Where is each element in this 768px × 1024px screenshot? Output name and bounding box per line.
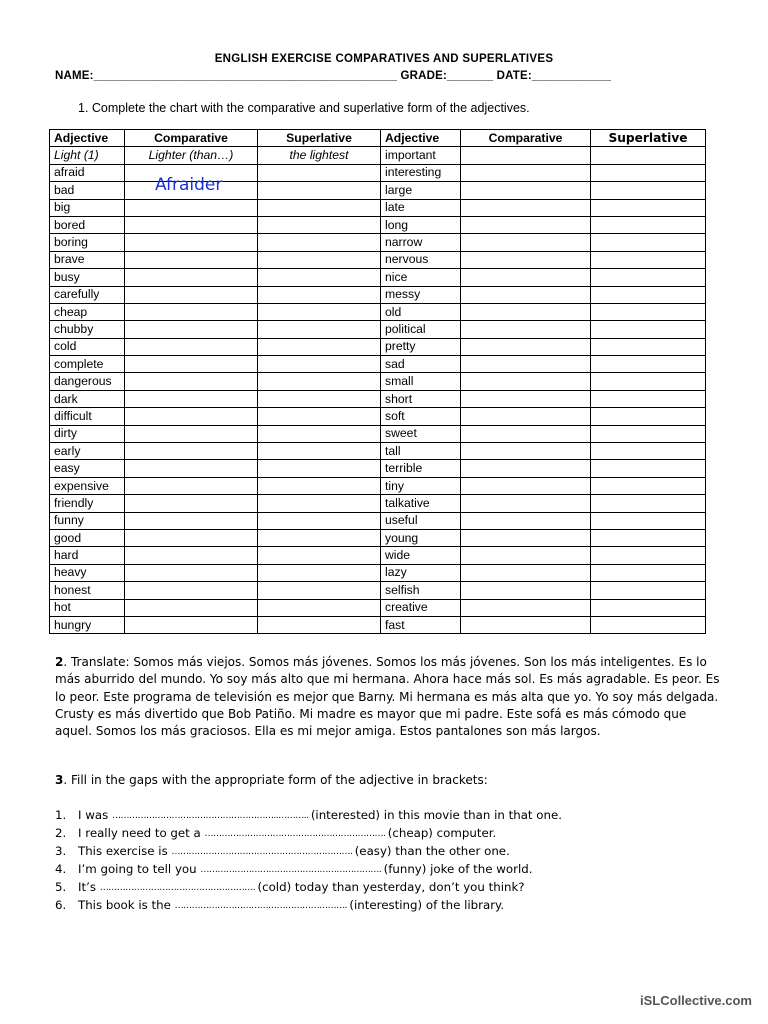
comparative-answer-cell-right[interactable] bbox=[461, 390, 591, 407]
adjective-cell: early bbox=[50, 443, 125, 460]
superlative-answer-cell[interactable] bbox=[258, 216, 381, 233]
chart-row bbox=[50, 234, 706, 251]
comparative-answer-cell-right[interactable] bbox=[461, 216, 591, 233]
superlative-answer-cell-right[interactable] bbox=[591, 582, 706, 599]
adjective-cell-right: lazy bbox=[381, 564, 461, 581]
comparative-answer-cell[interactable] bbox=[125, 390, 258, 407]
adjective-cell-right: old bbox=[381, 303, 461, 320]
adjective-cell-right: wide bbox=[381, 547, 461, 564]
gap-fill-item bbox=[55, 843, 562, 861]
superlative-answer-cell[interactable] bbox=[258, 356, 381, 373]
comparative-answer-cell[interactable] bbox=[125, 529, 258, 546]
chart-row bbox=[50, 251, 706, 268]
header-comparative-2: Comparative bbox=[461, 130, 591, 147]
superlative-answer-cell-right[interactable] bbox=[591, 390, 706, 407]
chart-row bbox=[50, 269, 706, 286]
superlative-answer-cell-right[interactable] bbox=[591, 495, 706, 512]
superlative-answer-cell-right[interactable] bbox=[591, 182, 706, 199]
gap-blank[interactable]: ………………………………………………………. bbox=[204, 829, 388, 840]
name-grade-date-line[interactable]: NAME:______________________________________________ GRADE:_______ DATE:____________ bbox=[55, 70, 612, 82]
superlative-answer-cell[interactable] bbox=[258, 390, 381, 407]
superlative-answer-cell[interactable] bbox=[258, 425, 381, 442]
chart-row bbox=[50, 425, 706, 442]
adjective-cell: friendly bbox=[50, 495, 125, 512]
chart-row bbox=[50, 303, 706, 320]
comparative-answer-cell-right[interactable] bbox=[461, 529, 591, 546]
comparative-answer-cell-right[interactable] bbox=[461, 495, 591, 512]
superlative-answer-cell-right[interactable] bbox=[591, 460, 706, 477]
superlative-answer-cell[interactable] bbox=[258, 199, 381, 216]
exercise3-list bbox=[55, 807, 562, 916]
adjective-cell-right: fast bbox=[381, 616, 461, 633]
comparative-answer-cell[interactable] bbox=[125, 356, 258, 373]
chart-row bbox=[50, 164, 706, 181]
adjective-cell-right: late bbox=[381, 199, 461, 216]
chart-row bbox=[50, 373, 706, 390]
adjective-cell: hard bbox=[50, 547, 125, 564]
item-text-before: I’m going to tell you bbox=[78, 862, 201, 877]
exercise1-instruction: 1. Complete the chart with the comparative and superlative form of the adjectives. bbox=[78, 101, 530, 115]
superlative-answer-cell-right[interactable] bbox=[591, 616, 706, 633]
superlative-answer-cell[interactable] bbox=[258, 182, 381, 199]
comparative-answer-cell-right[interactable] bbox=[461, 564, 591, 581]
chart-row bbox=[50, 199, 706, 216]
adjective-cell: honest bbox=[50, 582, 125, 599]
comparative-answer-cell[interactable] bbox=[125, 234, 258, 251]
comparative-answer-cell-right[interactable] bbox=[461, 616, 591, 633]
comparative-answer-cell-right[interactable] bbox=[461, 512, 591, 529]
superlative-answer-cell[interactable] bbox=[258, 616, 381, 633]
chart-row bbox=[50, 356, 706, 373]
adjective-cell: bored bbox=[50, 216, 125, 233]
adjective-cell-right: nervous bbox=[381, 251, 461, 268]
superlative-answer-cell-right[interactable] bbox=[591, 147, 706, 164]
chart-row bbox=[50, 408, 706, 425]
item-text-before: This book is the bbox=[78, 898, 175, 913]
comparative-answer-cell-right[interactable] bbox=[461, 286, 591, 303]
adjective-cell: bad bbox=[50, 182, 125, 199]
comparative-answer-cell-right[interactable] bbox=[461, 182, 591, 199]
comparative-answer-cell[interactable] bbox=[125, 373, 258, 390]
superlative-answer-cell-right[interactable] bbox=[591, 529, 706, 546]
item-text-after: (funny) joke of the world. bbox=[383, 862, 533, 877]
comparative-answer-cell[interactable] bbox=[125, 616, 258, 633]
superlative-answer-cell-right[interactable] bbox=[591, 547, 706, 564]
comparative-answer-cell[interactable] bbox=[125, 547, 258, 564]
chart-row bbox=[50, 616, 706, 633]
comparative-answer-cell-right[interactable] bbox=[461, 303, 591, 320]
adjective-cell: dark bbox=[50, 390, 125, 407]
comparative-answer-cell-right[interactable] bbox=[461, 373, 591, 390]
comparative-answer-cell-right[interactable] bbox=[461, 599, 591, 616]
adjective-cell-right: nice bbox=[381, 269, 461, 286]
superlative-answer-cell[interactable] bbox=[258, 338, 381, 355]
exercise3-instruction: . Fill in the gaps with the appropriate form of the adjective in brackets: bbox=[63, 773, 488, 787]
superlative-answer-cell-right[interactable] bbox=[591, 234, 706, 251]
adjective-cell: heavy bbox=[50, 564, 125, 581]
header-adjective-2: Adjective bbox=[381, 130, 461, 147]
adjective-cell: cheap bbox=[50, 303, 125, 320]
adjective-cell-right: soft bbox=[381, 408, 461, 425]
chart-row bbox=[50, 216, 706, 233]
handwritten-answer: Afraider bbox=[155, 175, 223, 195]
adjective-cell-right: narrow bbox=[381, 234, 461, 251]
adjective-cell-right: interesting bbox=[381, 164, 461, 181]
adjective-cell: cold bbox=[50, 338, 125, 355]
item-text-after: (cheap) computer. bbox=[387, 826, 497, 841]
adjective-cell: easy bbox=[50, 460, 125, 477]
item-number: 1. bbox=[55, 808, 67, 822]
comparative-answer-cell-right[interactable] bbox=[461, 477, 591, 494]
item-text-before: I was bbox=[78, 808, 113, 822]
adjective-cell-right: messy bbox=[381, 286, 461, 303]
gap-blank[interactable]: …………………………………………………..……….. bbox=[112, 811, 311, 821]
comparative-answer-cell[interactable] bbox=[125, 495, 258, 512]
superlative-answer-cell[interactable] bbox=[258, 443, 381, 460]
comparative-answer-cell[interactable] bbox=[125, 216, 258, 233]
superlative-answer-cell-right[interactable] bbox=[591, 356, 706, 373]
adjectives-chart bbox=[49, 129, 706, 634]
adjective-cell-right: small bbox=[381, 373, 461, 390]
comparative-answer-cell[interactable] bbox=[125, 321, 258, 338]
adjective-cell: dangerous bbox=[50, 373, 125, 390]
adjective-cell-right: terrible bbox=[381, 460, 461, 477]
header-superlative-2: Superlative bbox=[591, 130, 706, 147]
item-number: 4. bbox=[55, 862, 67, 877]
adjective-cell: hot bbox=[50, 599, 125, 616]
worksheet-title: ENGLISH EXERCISE COMPARATIVES AND SUPERLATIVES bbox=[214, 53, 554, 65]
superlative-answer-cell[interactable] bbox=[258, 408, 381, 425]
comparative-answer-cell-right[interactable] bbox=[461, 408, 591, 425]
chart-row bbox=[50, 582, 706, 599]
superlative-answer-cell[interactable] bbox=[258, 251, 381, 268]
adjective-cell: expensive bbox=[50, 477, 125, 494]
adjective-cell: busy bbox=[50, 269, 125, 286]
comparative-answer-cell-right[interactable] bbox=[461, 164, 591, 181]
comparative-answer-cell-right[interactable] bbox=[461, 234, 591, 251]
superlative-answer-cell-right[interactable] bbox=[591, 443, 706, 460]
comparative-answer-cell-right[interactable] bbox=[461, 356, 591, 373]
adjective-cell-right: tiny bbox=[381, 477, 461, 494]
adjective-cell: complete bbox=[50, 356, 125, 373]
example-comparative: Lighter (than…) bbox=[125, 147, 258, 164]
adjective-cell: brave bbox=[50, 251, 125, 268]
gap-fill-item bbox=[55, 825, 562, 843]
superlative-answer-cell[interactable] bbox=[258, 599, 381, 616]
item-text-before: It’s bbox=[78, 880, 100, 895]
adjective-cell: good bbox=[50, 529, 125, 546]
superlative-answer-cell-right[interactable] bbox=[591, 269, 706, 286]
adjective-cell-right: creative bbox=[381, 599, 461, 616]
superlative-answer-cell-right[interactable] bbox=[591, 425, 706, 442]
comparative-answer-cell-right[interactable] bbox=[461, 425, 591, 442]
superlative-answer-cell-right[interactable] bbox=[591, 599, 706, 616]
comparative-answer-cell[interactable] bbox=[125, 425, 258, 442]
adjective-cell-right: long bbox=[381, 216, 461, 233]
chart-row bbox=[50, 599, 706, 616]
gap-blank[interactable]: ……………………………………………………. bbox=[174, 901, 350, 912]
comparative-answer-cell[interactable] bbox=[125, 338, 258, 355]
comparative-answer-cell-right[interactable] bbox=[461, 460, 591, 477]
comparative-answer-cell-right[interactable] bbox=[461, 338, 591, 355]
chart-row bbox=[50, 390, 706, 407]
item-text-after: (interested) in this movie than in that one. bbox=[310, 808, 563, 822]
superlative-answer-cell[interactable] bbox=[258, 373, 381, 390]
comparative-answer-cell[interactable] bbox=[125, 303, 258, 320]
gap-fill-item bbox=[55, 879, 562, 897]
superlative-answer-cell-right[interactable] bbox=[591, 303, 706, 320]
adjective-cell-right: talkative bbox=[381, 495, 461, 512]
chart-row bbox=[50, 460, 706, 477]
comparative-answer-cell[interactable] bbox=[125, 599, 258, 616]
adjective-cell: funny bbox=[50, 512, 125, 529]
superlative-answer-cell-right[interactable] bbox=[591, 477, 706, 494]
adjective-cell-right: large bbox=[381, 182, 461, 199]
superlative-answer-cell[interactable] bbox=[258, 529, 381, 546]
comparative-answer-cell-right[interactable] bbox=[461, 147, 591, 164]
exercise3-heading bbox=[55, 773, 488, 787]
adjective-cell: hungry bbox=[50, 616, 125, 633]
header-superlative: Superlative bbox=[258, 130, 381, 147]
superlative-answer-cell[interactable] bbox=[258, 303, 381, 320]
superlative-answer-cell-right[interactable] bbox=[591, 564, 706, 581]
exercise2 bbox=[55, 654, 720, 740]
comparative-answer-cell[interactable] bbox=[125, 408, 258, 425]
comparative-answer-cell[interactable] bbox=[125, 251, 258, 268]
exercise3-number: 3 bbox=[55, 773, 64, 787]
watermark-footer: iSLCollective.com bbox=[640, 993, 752, 1008]
chart-row bbox=[50, 477, 706, 494]
superlative-answer-cell[interactable] bbox=[258, 234, 381, 251]
chart-row bbox=[50, 564, 706, 581]
comparative-answer-cell[interactable] bbox=[125, 477, 258, 494]
superlative-answer-cell[interactable] bbox=[258, 512, 381, 529]
superlative-answer-cell[interactable] bbox=[258, 164, 381, 181]
comparative-answer-cell[interactable] bbox=[125, 582, 258, 599]
adjective-cell-right: short bbox=[381, 390, 461, 407]
adjective-cell-right: political bbox=[381, 321, 461, 338]
adjective-cell: difficult bbox=[50, 408, 125, 425]
superlative-answer-cell[interactable] bbox=[258, 286, 381, 303]
chart-row bbox=[50, 443, 706, 460]
adjective-cell: carefully bbox=[50, 286, 125, 303]
header-comparative: Comparative bbox=[125, 130, 258, 147]
chart-row bbox=[50, 512, 706, 529]
superlative-answer-cell[interactable] bbox=[258, 547, 381, 564]
superlative-answer-cell[interactable] bbox=[258, 477, 381, 494]
comparative-answer-cell[interactable] bbox=[125, 443, 258, 460]
superlative-answer-cell[interactable] bbox=[258, 582, 381, 599]
superlative-answer-cell-right[interactable] bbox=[591, 408, 706, 425]
exercise2-text: . Translate: Somos más viejos. Somos más jóvenes. Somos los más jóvenes. Son los más inteligentes. Es lo más aburrido del mundo. Yo soy más alto que mi hermana. Ahora hace más sol. Es más agradable. Es peor. Es lo peor. Este programa de televisión es mejor que Barny. Mi hermana es más alta que yo. Yo soy más delgada. Crusty es más divertido que Bob Patiño. Mi madre es mayor que mi padre. Este sofá es más cómodo que aquel. Somos los más graciosos. Ella es mi mejor amiga. Estos pantalones son más largos. bbox=[55, 655, 720, 739]
superlative-answer-cell-right[interactable] bbox=[591, 164, 706, 181]
comparative-answer-cell[interactable] bbox=[125, 460, 258, 477]
adjective-cell: afraid bbox=[50, 164, 125, 181]
adjective-cell: dirty bbox=[50, 425, 125, 442]
chart-row bbox=[50, 147, 706, 164]
item-number: 3. bbox=[55, 844, 67, 859]
adjective-cell-right: selfish bbox=[381, 582, 461, 599]
adjective-cell-right: pretty bbox=[381, 338, 461, 355]
adjective-cell-right: tall bbox=[381, 443, 461, 460]
item-text-after: (cold) today than yesterday, don’t you think? bbox=[257, 880, 525, 895]
gap-blank[interactable]: ………………………………………………………. bbox=[171, 847, 355, 858]
comparative-answer-cell-right[interactable] bbox=[461, 251, 591, 268]
chart-row bbox=[50, 529, 706, 546]
comparative-answer-cell[interactable] bbox=[125, 564, 258, 581]
chart-row bbox=[50, 547, 706, 564]
item-number: 2. bbox=[55, 826, 67, 841]
adjective-cell-right: important bbox=[381, 147, 461, 164]
adjective-cell: boring bbox=[50, 234, 125, 251]
chart-row bbox=[50, 338, 706, 355]
example-adjective: Light (1) bbox=[50, 147, 125, 164]
item-text-before: I really need to get a bbox=[78, 826, 205, 841]
comparative-answer-cell-right[interactable] bbox=[461, 321, 591, 338]
superlative-answer-cell-right[interactable] bbox=[591, 338, 706, 355]
comparative-answer-cell[interactable] bbox=[125, 512, 258, 529]
superlative-answer-cell-right[interactable] bbox=[591, 216, 706, 233]
item-number: 5. bbox=[55, 880, 67, 895]
comparative-answer-cell-right[interactable] bbox=[461, 269, 591, 286]
gap-blank[interactable]: ………………………………………………………. bbox=[200, 865, 384, 876]
comparative-answer-cell-right[interactable] bbox=[461, 547, 591, 564]
gap-fill-item bbox=[55, 807, 562, 825]
superlative-answer-cell[interactable] bbox=[258, 321, 381, 338]
adjective-cell: chubby bbox=[50, 321, 125, 338]
superlative-answer-cell-right[interactable] bbox=[591, 286, 706, 303]
item-text-after: (interesting) of the library. bbox=[349, 898, 505, 913]
item-text-after: (easy) than the other one. bbox=[354, 844, 510, 859]
adjective-cell-right: useful bbox=[381, 512, 461, 529]
gap-fill-item bbox=[55, 897, 562, 915]
item-text-before: This exercise is bbox=[78, 844, 172, 859]
chart-row bbox=[50, 286, 706, 303]
superlative-answer-cell[interactable] bbox=[258, 564, 381, 581]
comparative-answer-cell[interactable] bbox=[125, 286, 258, 303]
adjective-cell-right: young bbox=[381, 529, 461, 546]
comparative-answer-cell-right[interactable] bbox=[461, 443, 591, 460]
chart-row bbox=[50, 182, 706, 199]
comparative-answer-cell[interactable] bbox=[125, 269, 258, 286]
chart-row bbox=[50, 321, 706, 338]
superlative-answer-cell[interactable] bbox=[258, 460, 381, 477]
gap-blank[interactable]: ………………………………………………. bbox=[99, 883, 258, 894]
adjective-cell-right: sweet bbox=[381, 425, 461, 442]
exercise2-number: 2 bbox=[55, 655, 64, 669]
superlative-answer-cell-right[interactable] bbox=[591, 321, 706, 338]
comparative-answer-cell[interactable] bbox=[125, 199, 258, 216]
superlative-answer-cell[interactable] bbox=[258, 269, 381, 286]
comparative-answer-cell-right[interactable] bbox=[461, 199, 591, 216]
superlative-answer-cell-right[interactable] bbox=[591, 251, 706, 268]
chart-header-row bbox=[50, 130, 706, 147]
chart-row bbox=[50, 495, 706, 512]
item-number: 6. bbox=[55, 898, 67, 913]
comparative-answer-cell-right[interactable] bbox=[461, 582, 591, 599]
chart-body bbox=[50, 147, 706, 634]
superlative-answer-cell[interactable] bbox=[258, 495, 381, 512]
superlative-answer-cell-right[interactable] bbox=[591, 512, 706, 529]
adjective-cell-right: sad bbox=[381, 356, 461, 373]
adjective-cell: big bbox=[50, 199, 125, 216]
gap-fill-item bbox=[55, 861, 562, 879]
superlative-answer-cell-right[interactable] bbox=[591, 373, 706, 390]
example-superlative: the lightest bbox=[258, 147, 381, 164]
header-adjective: Adjective bbox=[50, 130, 125, 147]
superlative-answer-cell-right[interactable] bbox=[591, 199, 706, 216]
